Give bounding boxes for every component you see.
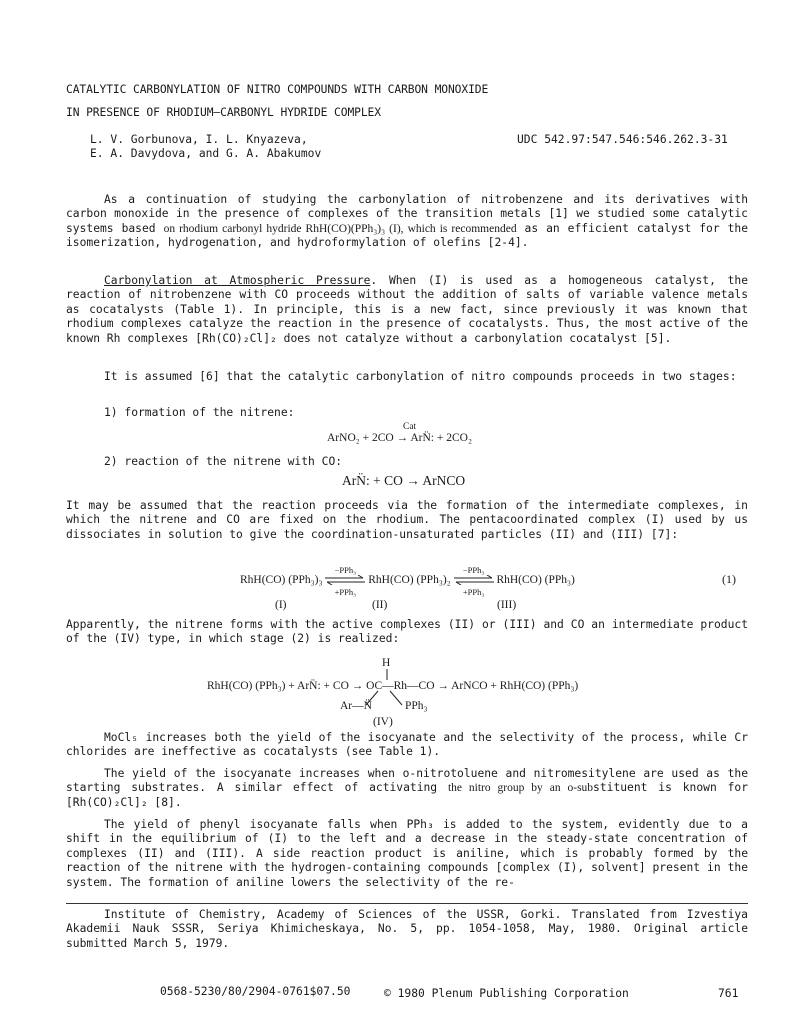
eq4-pph3: PPh₃ bbox=[405, 700, 428, 712]
label-I: (I) bbox=[275, 599, 287, 611]
section-heading: Carbonylation at Atmospheric Pressure bbox=[104, 274, 371, 287]
step-2: 2) reaction of the nitrene with CO: bbox=[104, 455, 343, 468]
paragraph-intro-b: on rhodium carbonyl hydride RhH(CO)(PPh₃)₃ (I), which is recommended bbox=[163, 222, 517, 235]
article-code: 0568-5230/80/2904-0761$07.50 bbox=[160, 985, 351, 998]
equation-number: (1) bbox=[722, 572, 736, 586]
eq4-aryl-nitrene: Ar—N̈ bbox=[340, 700, 372, 712]
equation-1 bbox=[327, 431, 472, 445]
eq1-arrow: → bbox=[396, 432, 409, 444]
paragraph-apparently: Apparently, the nitrene forms with the active complexes (II) or (III) and CO an intermediate product of the (IV) type, in which stage (2) is realized: bbox=[66, 618, 748, 646]
udc-code: UDC 542.97:547.546:546.262.3-31 bbox=[517, 133, 728, 146]
equilibrium-arrow-icon bbox=[454, 575, 494, 585]
complex-III: RhH(CO) (PPh₃) bbox=[496, 574, 575, 586]
complex-II: RhH(CO) (PPh₃)₂ bbox=[368, 574, 451, 586]
authors-line-1: L. V. Gorbunova, I. L. Knyazeva, bbox=[90, 133, 308, 146]
equilibrium-arrow-icon bbox=[325, 575, 365, 585]
paragraph-mocl5: MoCl₅ increases both the yield of the isocyanate and the selectivity of the process, while Cr chlorides are ineffective as cocatalysts (see Table 1). bbox=[66, 731, 748, 759]
step-1: 1) formation of the nitrene: bbox=[104, 406, 295, 419]
page-number: 761 bbox=[718, 987, 739, 1000]
paragraph-substrates bbox=[66, 767, 748, 810]
paragraph-intermediate: It may be assumed that the reaction proceeds via the formation of the intermediate complexes, in which the nitrene and CO are fixed on the rhodium. The pentacoordinated complex (I) used by us dissociates in solution to give the coordination-unsaturated particles (II) and (III) [7]: bbox=[66, 499, 748, 541]
paragraph-intro bbox=[66, 193, 748, 251]
eq3-minus-2: −PPh₃ bbox=[462, 565, 485, 576]
eq4-hydrogen: H bbox=[382, 657, 391, 669]
authors-line-2: E. A. Davydova, and G. A. Abakumov bbox=[90, 147, 322, 161]
complex-I: RhH(CO) (PPh₃)₃ bbox=[240, 574, 323, 586]
equilibrium-arrow-1 bbox=[325, 565, 365, 598]
equation-2: ArN̈: + CO → ArNCO bbox=[342, 473, 466, 488]
paragraph-intro-a: As a continuation of studying the carbonylation of nitrobenzene and its derivatives with carbon monoxide in the presence of complexes of the transition metals [1] we studied some catalytic systems based bbox=[66, 193, 748, 235]
paragraph-substrates-a: The yield of the isocyanate increases when o-nitrotoluene and nitromesitylene are used as the starting substrates. A similar effect of activating bbox=[66, 767, 748, 795]
article-title bbox=[66, 78, 756, 124]
footnote-divider bbox=[66, 903, 748, 904]
paragraph-intro-c: as an efficient catalyst for the isomerization, hydrogenation, and hydroformylation of olefins [2-4]. bbox=[66, 221, 749, 250]
eq1-right: ArN̈: + 2CO₂ bbox=[410, 432, 472, 444]
label-II: (II) bbox=[372, 599, 388, 611]
eq3-plus-1: +PPh₃ bbox=[334, 587, 357, 598]
eq3-plus-2: +PPh₃ bbox=[462, 587, 485, 598]
eq1-catalyst: Cat bbox=[403, 422, 417, 432]
paragraph-stages: It is assumed [6] that the catalytic carbonylation of nitro compounds proceeds in two stages: bbox=[104, 370, 737, 383]
paragraph-pph3: The yield of phenyl isocyanate falls when PPh₃ is added to the system, evidently due to a shift in the equilibrium of (I) to the left and a decrease in the steady-state concentration of complexes (II) and (III). A side reaction product is aniline, which is probably formed by the reaction of the nitrene with the hydrogen-containing compounds [complex (I), solvent] present in the system. The formation of aniline lowers the selectivity of the re- bbox=[66, 818, 748, 889]
paragraph-atmospheric bbox=[66, 274, 748, 346]
equation-4: RhH(CO) (PPh₃) + ArN̈: + CO → OC—Rh—CO → ArNCO + RhH(CO) (PPh₃) bbox=[207, 680, 579, 692]
eq4-label: (IV) bbox=[373, 716, 393, 728]
paragraph-substrates-b: the nitro group by an o-sub bbox=[447, 782, 594, 795]
paragraph-substrates-c: stituent is known for [Rh(CO)₂Cl]₂ [8]. bbox=[66, 781, 748, 809]
authors bbox=[90, 133, 510, 162]
title-line-1: CATALYTIC CARBONYLATION OF NITRO COMPOUNDS WITH CARBON MONOXIDE bbox=[66, 83, 489, 96]
eq3-minus-1: −PPh₃ bbox=[334, 565, 357, 576]
eq1-left: ArNO₂ + 2CO bbox=[327, 432, 394, 444]
paragraph-atmospheric-text: . When (I) is used as a homogeneous catalyst, the reaction of nitrobenzene with CO proceeds without the addition of salts of variable valence metals as cocatalysts (Table 1). In principle, this is a new fact, since previously it was known that rhodium complexes catalyze the reaction in the presence of cocatalysts. Thus, the most active of the known Rh complexes [Rh(CO)₂Cl]₂ does not catalyze without a carbonylation cocatalyst [5]. bbox=[66, 274, 748, 345]
equation-3 bbox=[240, 565, 575, 598]
equilibrium-arrow-2 bbox=[454, 565, 494, 598]
label-III: (III) bbox=[497, 599, 517, 611]
footnote: Institute of Chemistry, Academy of Sciences of the USSR, Gorki. Translated from Izvestiya Akademii Nauk SSSR, Seriya Khimicheskaya, No. 5, pp. 1054-1058, May, 1980. Original article submitted March 5, 1979. bbox=[66, 908, 748, 950]
copyright: © 1980 Plenum Publishing Corporation bbox=[384, 987, 629, 1000]
title-line-2: IN PRESENCE OF RHODIUM—CARBONYL HYDRIDE COMPLEX bbox=[66, 106, 381, 119]
